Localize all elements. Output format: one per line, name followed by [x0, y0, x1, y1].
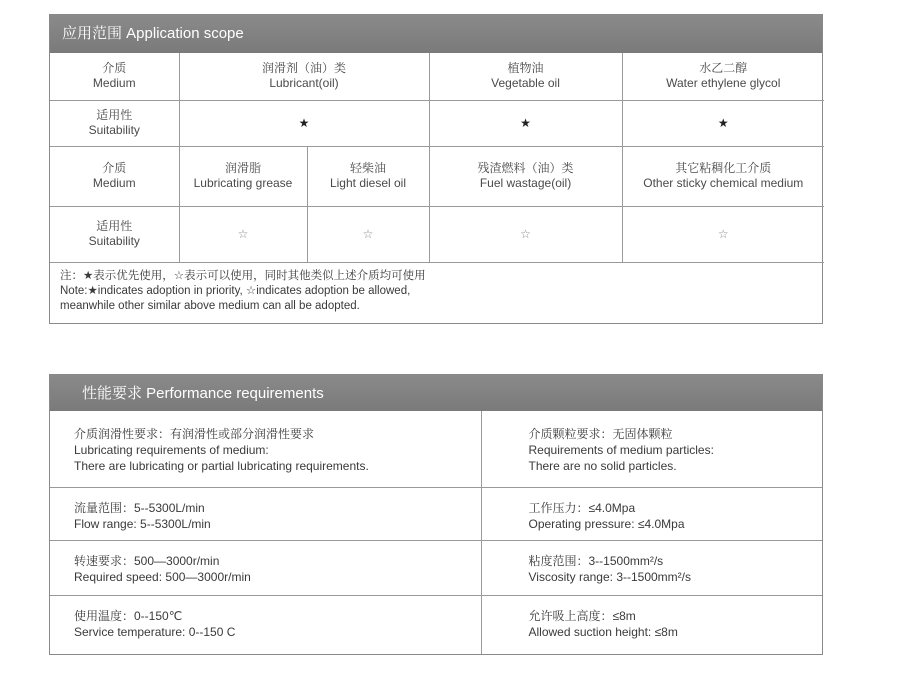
suitability-mark	[179, 206, 307, 262]
medium-label-cell: 介质 Medium	[50, 53, 179, 100]
suitability-label-cell: 适用性 Suitability	[50, 206, 179, 262]
application-scope-table	[50, 53, 824, 263]
suitability-mark	[429, 100, 622, 146]
suitability-row-1	[50, 100, 824, 146]
required-speed: 转速要求：500—3000r/min Required speed: 500—3000r/min	[50, 540, 481, 595]
medium-light-diesel-oil: 轻柴油 Light diesel oil	[307, 146, 429, 206]
perf-row-temperature	[50, 595, 822, 654]
suitability-label-cell: 适用性 Suitability	[50, 100, 179, 146]
medium-water-ethylene-glycol: 水乙二醇 Water ethylene glycol	[622, 53, 824, 100]
medium-lubricant-oil: 润滑剂（油）类 Lubricant(oil)	[179, 53, 429, 100]
medium-fuel-wastage-oil: 残渣燃料（油）类 Fuel wastage(oil)	[429, 146, 622, 206]
suitability-mark	[622, 100, 824, 146]
note-cn: 注：★表示优先使用，☆表示可以使用，同时其他类似上述介质均可使用	[60, 269, 426, 282]
outline-star-icon: ☆	[520, 226, 531, 241]
application-scope-title: 应用范围 Application scope	[50, 15, 822, 53]
operating-pressure: 工作压力：≤4.0Mpa Operating pressure: ≤4.0Mpa	[481, 487, 822, 540]
filled-star-icon: ★	[520, 115, 531, 130]
filled-star-icon: ★	[717, 115, 729, 130]
lubricity-requirement: 介质润滑性要求：有润滑性或部分润滑性要求 Lubricating requirements of medium: There are lubricating or partial lubricating requirements.	[50, 411, 481, 487]
suitability-mark	[429, 206, 622, 262]
performance-title: 性能要求 Performance requirements	[50, 375, 822, 411]
perf-row-speed	[50, 540, 822, 595]
note-en-line-2: meanwhile other similar above medium can all be adopted.	[60, 299, 360, 312]
suitability-mark	[622, 206, 824, 262]
medium-row-1	[50, 53, 824, 100]
particle-requirement: 介质颗粒要求：无固体颗粒 Requirements of medium particles: There are no solid particles.	[528, 427, 714, 473]
outline-star-icon: ☆	[362, 226, 374, 241]
note-en-line-1: Note:★indicates adoption in priority, ☆indicates adoption be allowed,	[60, 284, 411, 297]
suction-height: 允许吸上高度：≤8m Allowed suction height: ≤8m	[481, 595, 822, 654]
legend-note	[50, 263, 822, 314]
perf-row-lubricity	[50, 411, 822, 487]
performance-table	[50, 411, 822, 654]
filled-star-icon: ★	[298, 115, 310, 130]
medium-other-sticky-chemical: 其它粘稠化工介质 Other sticky chemical medium	[622, 146, 824, 206]
medium-row-2	[50, 146, 824, 206]
performance-section	[49, 374, 823, 655]
medium-lubricating-grease: 润滑脂 Lubricating grease	[179, 146, 307, 206]
outline-star-icon: ☆	[717, 226, 729, 241]
medium-label-cell: 介质 Medium	[50, 146, 179, 206]
flow-range: 流量范围：5--5300L/min Flow range: 5--5300L/min	[50, 487, 481, 540]
suitability-row-2	[50, 206, 824, 262]
service-temperature: 使用温度：0--150℃ Service temperature: 0--150 C	[50, 595, 481, 654]
application-scope-section	[49, 14, 823, 324]
perf-row-flow	[50, 487, 822, 540]
outline-star-icon: ☆	[237, 226, 249, 241]
suitability-mark	[179, 100, 429, 146]
viscosity-range: 粘度范围：3--1500mm²/s Viscosity range: 3--1500mm²/s	[481, 540, 822, 595]
suitability-mark	[307, 206, 429, 262]
medium-vegetable-oil: 植物油 Vegetable oil	[429, 53, 622, 100]
